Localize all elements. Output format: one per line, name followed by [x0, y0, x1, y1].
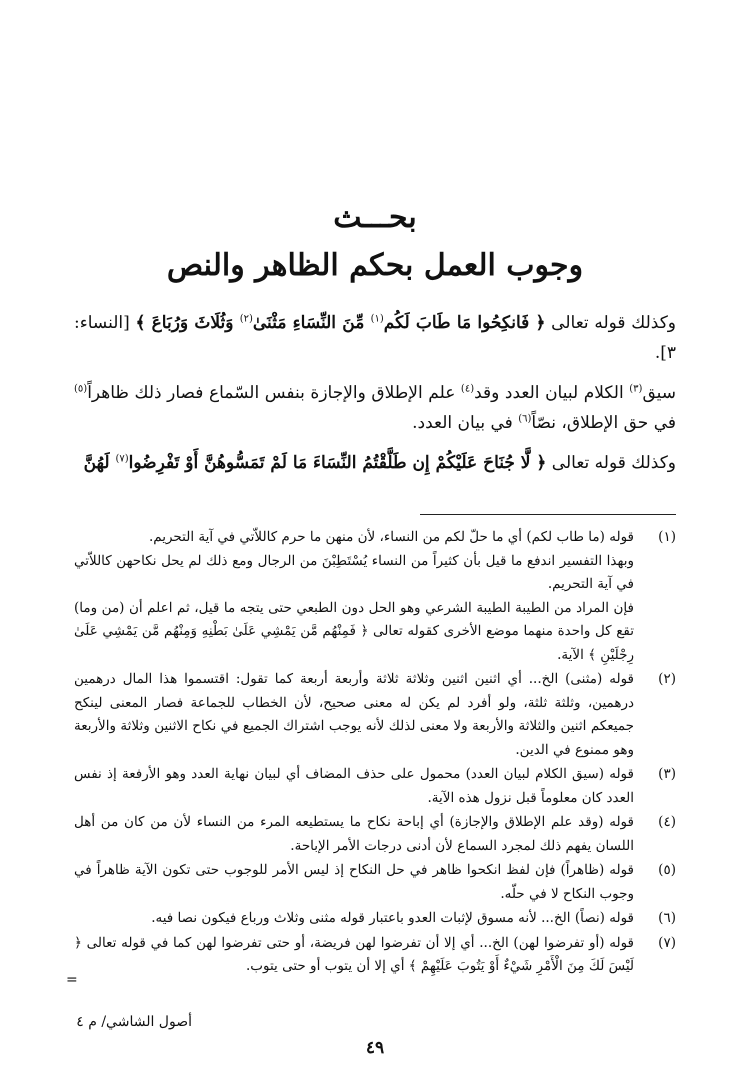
footnote-body	[74, 811, 634, 858]
continuation-mark: =	[66, 972, 78, 988]
text-run: علم الإطلاق والإجازة بنفس السّماع فصار ذلك ظاهراً	[87, 383, 461, 403]
text-run: الكلام لبيان العدد وقد	[474, 383, 630, 403]
paragraph-3	[74, 448, 676, 478]
text-run: وكذلك قوله تعالى	[545, 313, 677, 333]
footnote-line: قوله (نصاً) الخ... لأنه مسوق لإثبات العدو باعتبار قوله مثنى وثلاث ورباع فيكون نصا فيه.	[151, 910, 634, 926]
footnote-line: قوله (مثنى) الخ... أي اثنين اثنين وثلاثة ثلاثة وأربعة أربعة كما تقول: اقتسموا هذا المال درهمين درهمين، وثلثة ثلثة، ولو أفرد لم يكن له معنى صحيح، لأن الخطاب للجماعة فصار المعنى لينكح جميعكم اثنين والثلاثة والأربعة ولا معنى لذلك لأنه يوجب اشتراك الجميع في نكاح الاثنين وثلاثة والأربعة وهو ممنوع في الدين.	[74, 671, 634, 758]
quran-verse: مِّنَ النِّسَاءِ مَثْنَىٰ	[252, 313, 371, 333]
footnote-line: قوله (ظاهراً) فإن لفظ انكحوا ظاهر في حل النكاح إذ ليس الأمر للوجوب حتى تكون الآية ظاهراً في وجوب النكاح لا في حلّه.	[74, 862, 634, 902]
footnote-4	[74, 811, 676, 858]
footnote-ref-1: (١)	[370, 313, 384, 325]
footnote-ref-3: (٣)	[629, 383, 643, 395]
footnote-1	[74, 526, 676, 667]
paragraph-2	[74, 378, 676, 438]
footnote-3	[74, 763, 676, 810]
paragraph-1	[74, 308, 676, 368]
page-number: ٤٩	[365, 1038, 385, 1058]
footnote-number: (٣)	[658, 766, 676, 782]
footnote-5	[74, 859, 676, 906]
quran-verse: وَثُلَاثَ وَرُبَاعَ ﴾	[135, 313, 240, 333]
footnote-body	[74, 763, 634, 810]
section-label: بحـــث	[333, 200, 417, 235]
quran-verse: لَهُنَّ	[83, 453, 116, 473]
footnote-7	[74, 932, 676, 979]
footnote-line: قوله (ما طاب لكم) أي ما حلّ لكم من النساء، لأن منهن ما حرم كاللاّتي في آية التحريم.	[148, 529, 634, 545]
footnote-ref-5: (٥)	[74, 383, 88, 395]
footnote-number: (٥)	[658, 862, 676, 878]
footnote-line: فإن المراد من الطيبة الطيبة الشرعي وهو الحل دون الطبعي حتى يتجه ما قيل، ثم اعلم أن (من وما) تقع كل واحدة منهما موضع الأخرى كقوله تعالى ﴿ فَمِنْهُم مَّن يَمْشِي عَلَىٰ بَطْنِهِ وَمِنْهُم مَّن يَمْشِي عَلَىٰ رِجْلَيْنِ ﴾ الآية.	[74, 599, 634, 663]
footnote-number: (٦)	[658, 910, 676, 926]
footnote-line: قوله (أو تفرضوا لهن) الخ... أي إلا أن تفرضوا لهن فريضة، أو حتى تفرضوا لهن كما في قوله تعالى ﴿ لَيْسَ لَكَ مِنَ الْأَمْرِ شَيْءٌ أَوْ يَتُوبَ عَلَيْهِمْ ﴾ أي إلا أن يتوب أو حتى يتوب.	[74, 934, 634, 974]
footnote-body	[74, 907, 634, 931]
footnote-body	[74, 932, 634, 979]
footnote-line: قوله (وقد علم الإطلاق والإجازة) أي إباحة نكاح ما يستطيعه المرء من النساء لأن من كان من أهل اللسان يفهم ذلك لمجرد السماع لأن أدنى درجات الأمر الإباحة.	[74, 814, 634, 854]
footnote-line: وبهذا التفسير اندفع ما قيل بأن كثيراً من النساء يُسْتَطِبْنَ من الرجال ومع ذلك لم يحل نكاحهن كاللاّتي في آية التحريم.	[74, 552, 634, 592]
footnote-body	[74, 668, 634, 762]
quran-verse: ﴿ فَانكِحُوا مَا طَابَ لَكُم	[383, 313, 546, 333]
footnote-number: (١)	[658, 529, 676, 545]
text-run: في بيان العدد.	[412, 413, 519, 433]
footnote-6	[74, 907, 676, 931]
footnote-number: (٢)	[658, 671, 676, 687]
footnotes	[74, 526, 676, 980]
verse-citation: [النساء: ٣].	[74, 313, 676, 363]
footnote-line: قوله (سيق الكلام لبيان العدد) محمول على حذف المضاف أي لبيان نهاية العدد وهو الأرفعة إذ نفس العدد كان معلوماً قبل نزول هذه الآية.	[74, 766, 634, 806]
footnote-ref-2: (٢)	[239, 313, 253, 325]
footnote-body	[74, 526, 634, 667]
page-title: وجوب العمل بحكم الظاهر والنص	[166, 248, 584, 283]
text-run: سيق	[642, 383, 676, 403]
footnote-divider	[420, 514, 676, 515]
quran-verse: ﴿ لَّا جُنَاحَ عَلَيْكُمْ إِن طَلَّقْتُمُ النِّسَاءَ مَا لَمْ تَمَسُّوهُنَّ أَوْ تَفْرِضُوا	[128, 453, 547, 473]
footnote-body	[74, 859, 634, 906]
footnote-ref-4: (٤)	[460, 383, 475, 395]
footnote-2	[74, 668, 676, 762]
main-text	[74, 308, 676, 484]
footnote-ref-7: (٧)	[115, 453, 129, 465]
footnote-number: (٤)	[658, 814, 676, 830]
text-run: وكذلك قوله تعالى	[546, 453, 676, 473]
footnote-number: (٧)	[658, 934, 676, 951]
footnote-ref-6: (٦)	[518, 413, 532, 425]
text-run: في حق الإطلاق، نصّاً	[531, 413, 676, 433]
book-signature: أصول الشاشي/ م ٤	[76, 1014, 192, 1030]
